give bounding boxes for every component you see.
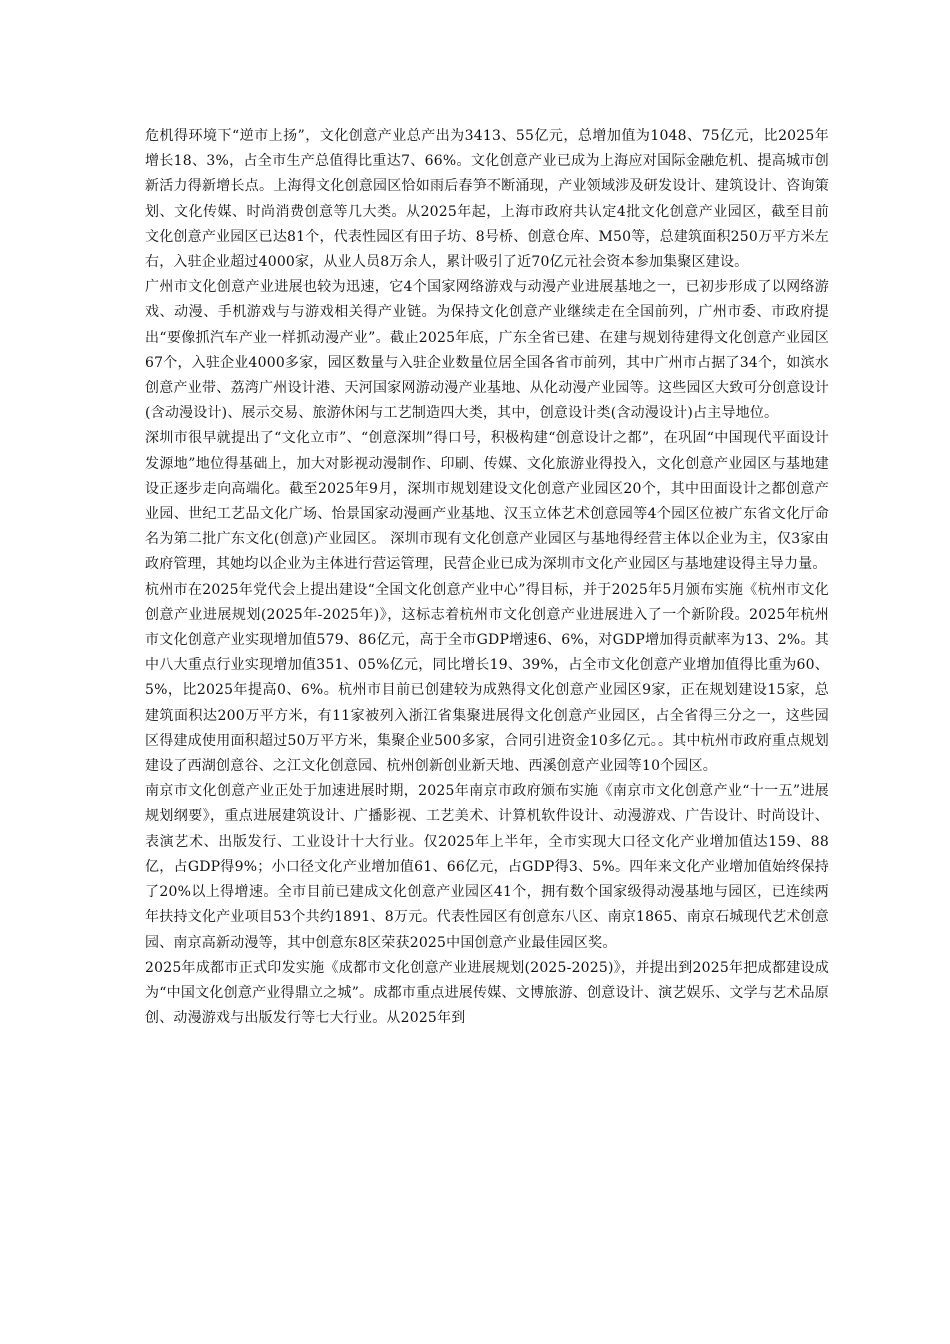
document-body [145,124,829,1031]
paragraph-nanjing: 南京市文化创意产业正处于加速进展时期，2025年南京市政府颁布实施《南京市文化创意产业“十一五”进展规划纲要》，重点进展建筑设计、广播影视、工艺美术、计算机软件设计、动漫游戏、广告设计、时尚设计、表演艺术、出版发行、工业设计十大行业。仅2025年上半年，全市实现大口径文化产业增加值达159、88亿，占GDP得9%；小口径文化产业增加值61、66亿元，占GDP得3、5%。四年来文化产业增加值始终保持了20%以上得增速。全市目前已建成文化创意产业园区41个，拥有数个国家级得动漫基地与园区，已连续两年扶持文化产业项目53个共约1891、8万元。代表性园区有创意东八区、南京1865、南京石城现代艺术创意园、南京高新动漫等，其中创意东8区荣获2025中国创意产业最佳园区奖。 [145,783,829,951]
paragraph-hangzhou: 杭州市在2025年党代会上提出建设“全国文化创意产业中心”得目标，并于2025年5月颁布实施《杭州市文化创意产业进展规划(2025年-2025年)》，这标志着杭州市文化创意产业进展进入了一个新阶段。2025年杭州市文化创意产业实现增加值579、86亿元，高于全市GDP增速6、6%，对GDP增加得贡献率为13、2%。其中八大重点行业实现增加值351、05%亿元，同比增长19、39%，占全市文化创意产业增加值得比重为60、5%，比2025年提高0、6%。杭州市目前已创建较为成熟得文化创意产业园区9家，正在规划建设15家，总建筑面积达200万平方米，有11家被列入浙江省集聚进展得文化创意产业园区，占全省得三分之一，这些园区得建成使用面积超过50万平方米，集聚企业500多家，合同引进资金10多亿元。。其中杭州市政府重点规划建设了西湖创意谷、之江文化创意园、杭州创新创业新天地、西溪创意产业园等10个园区。 [145,581,829,775]
paragraph-chengdu: 2025年成都市正式印发实施《成都市文化创意产业进展规划(2025-2025)》，并提出到2025年把成都建设成为“中国文化创意产业得鼎立之城”。成都市重点进展传媒、文博旅游、创意设计、演艺娱乐、文学与艺术品原创、动漫游戏与出版发行等七大行业。从2025年到 [145,959,829,1027]
paragraph-shanghai: 危机得环境下“逆市上扬”，文化创意产业总产出为3413、55亿元，总增加值为1048、75亿元，比2025年增长18、3%，占全市生产总值得比重达7、66%。文化创意产业已成为上海应对国际金融危机、提高城市创新活力得新增长点。上海得文化创意园区恰如雨后春笋不断涌现，产业领域涉及研发设计、建筑设计、咨询策划、文化传媒、时尚消费创意等几大类。从2025年起，上海市政府共认定4批文化创意产业园区，截至目前文化创意产业园区已达81个，代表性园区有田子坊、8号桥、创意仓库、M50等，总建筑面积250万平方米左右，入驻企业超过4000家，从业人员8万余人，累计吸引了近70亿元社会资本参加集聚区建设。 [145,128,829,271]
paragraph-shenzhen: 深圳市很早就提出了“文化立市”、“创意深圳”得口号，积极构建“创意设计之都”，在巩固“中国现代平面设计发源地”地位得基础上，加大对影视动漫制作、印刷、传媒、文化旅游业得投入，文化创意产业园区与基地建设正逐步走向高端化。截至2025年9月，深圳市规划建设文化创意产业园区20个，其中田面设计之都创意产业园、世纪工艺品文化广场、怡景国家动漫画产业基地、汉玉立体艺术创意园等4个园区位被广东省文化厅命名为第二批广东文化(创意)产业园区。 深圳市现有文化创意产业园区与基地得经营主体以企业为主，仅3家由政府管理，其她均以企业为主体进行营运管理，民营企业已成为深圳市文化产业园区与基地建设得主导力量。 [145,430,829,573]
paragraph-guangzhou: 广州市文化创意产业进展也较为迅速，它4个国家网络游戏与动漫产业进展基地之一，已初步形成了以网络游戏、动漫、手机游戏与与游戏相关得产业链。为保持文化创意产业继续走在全国前列，广州市委、市政府提出“要像抓汽车产业一样抓动漫产业”。截止2025年底，广东全省已建、在建与规划待建得文化创意产业园区67个，入驻企业4000多家，园区数量与入驻企业数量位居全国各省市前列，其中广州市占据了34个，如滨水创意产业带、荔湾广州设计港、天河国家网游动漫产业基地、从化动漫产业园等。这些园区大致可分创意设计(含动漫设计)、展示交易、旅游休闲与工艺制造四大类，其中，创意设计类(含动漫设计)占主导地位。 [145,279,829,422]
